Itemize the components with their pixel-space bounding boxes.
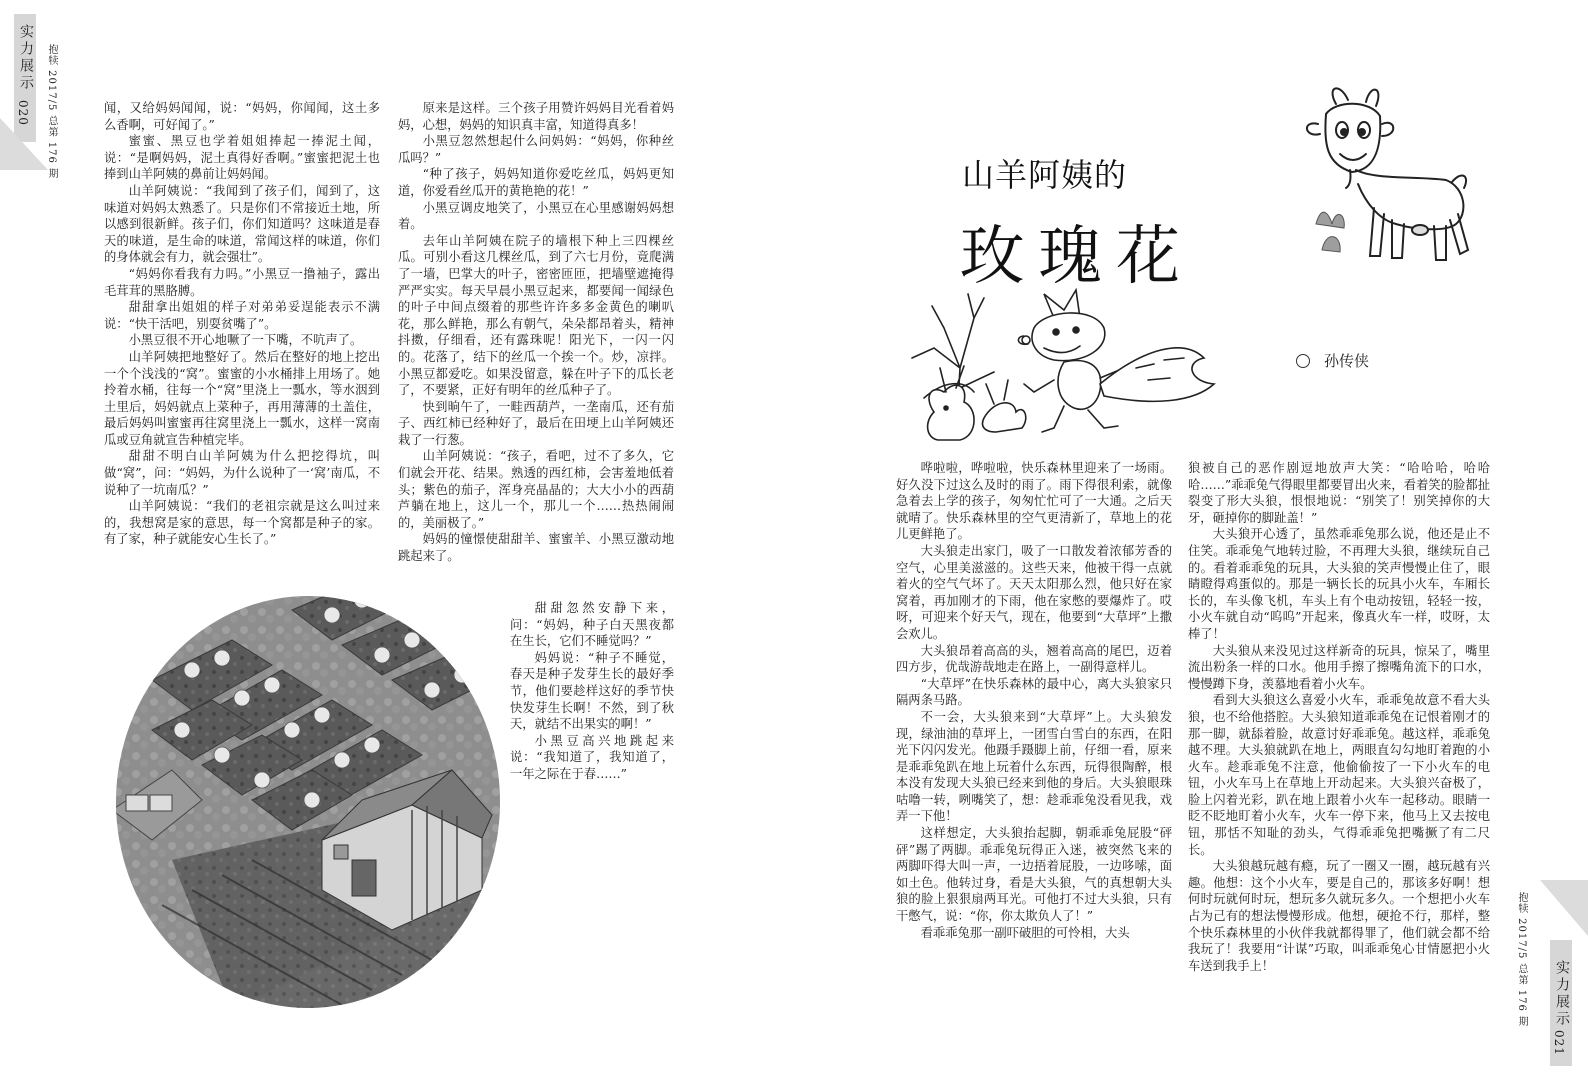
paragraph: 大头狼从来没见过这样新奇的玩具，惊呆了，嘴里流出粉条一样的口水。他用手擦了擦嘴角流下的口水，慢慢蹲下身，羡慕地看着小火车。 [1188,643,1490,691]
paragraph: “妈妈你看我有力吗。”小黑豆一撸袖子，露出毛茸茸的黑胳膊。 [104,266,380,298]
paragraph: 不一会，大头狼来到“大草坪”上。大头狼发现，绿油油的草坪上，一团雪白雪白的东西，在阳光下闪闪发光。他蹑手蹑脚上前，仔细一看，原来是乖乖兔趴在地上玩着什么东西，玩得很陶醉，根本没有发现大头狼已经来到他的身后。大头狼眼珠咕噜一转，咧嘴笑了，想：趁乖乖兔没看见我，戏弄一下他！ [896,709,1172,824]
right-page-number: 021 [1552,1030,1566,1056]
paragraph: 小黑豆调皮地笑了，小黑豆在心里感谢妈妈想着。 [398,200,674,232]
paragraph: 哗啦啦，哗啦啦，快乐森林里迎来了一场雨。好久没下过这么及时的雨了。雨下得很利索，就像急着去上学的孩子，匆匆忙忙可了一大通。之后天就晴了。快乐森林里的空气更清新了，草地上的花儿更鲜艳了。 [896,461,1172,542]
paragraph: 大头狼昂着高高的头，翘着高高的尾巴，迈着四方步，优哉游哉地走在路上，一副得意样儿。 [896,643,1172,675]
ring-icon [1296,354,1310,368]
paragraph: 山羊阿姨说：“孩子，看吧，过不了多久，它们就会开花、结果。熟透的西红柿，会害羞地低着头；紫色的茄子，浑身亮晶晶的；大大小小的西葫芦躺在地上，这儿一个，那儿一个……热热闹闹的，美丽极了。” [398,449,674,530]
left-column-2b [510,600,674,783]
paragraph: 这样想定，大头狼抬起脚，朝乖乖兔屁股“砰砰”踢了两脚。乖乖兔玩得正入迷，被突然飞来的两脚吓得大叫一声，一边捂着屁股，一边哆嗦，面如土色。他转过身，看是大头狼，气的真想朝大头狼的脸上狠狠扇两耳光。可他打不过大头狼，只有干憋气，说：“你，你太欺负人了！” [896,826,1172,924]
right-section-tab: 实力展示 [1554,960,1570,1028]
paragraph: 小黑豆忽然想起什么问妈妈：“妈妈，你种丝瓜吗？” [398,134,674,165]
paragraph: 快到晌午了，一畦西葫芦，一垄南瓜，还有茄子、西红柿已经种好了，最后在田埂上山羊阿姨还栽了一行葱。 [398,399,674,447]
paragraph: 大头狼走出家门，吸了一口散发着浓郁芳香的空气，心里美滋滋的。这些天来，他被干得一点就着火的空气气坏了。天天太阳那么烈，他只好在家窝着，再加刚才的下雨，他在家憋的要爆炸了。哎呀，可迎来个好天气，现在，他要到“大草坪”上撒会欢儿。 [896,543,1172,641]
paragraph: 小黑豆很不开心地噘了一下嘴，不吭声了。 [128,333,363,348]
left-section-tab: 实力展示 [18,24,34,92]
article-title-line1: 山羊阿姨的 [962,156,1128,194]
paragraph: 甜甜忽然安静下来，问：“妈妈，种子白天黑夜都在生长，它们不睡觉吗？” [510,601,674,649]
left-column-2 [398,100,674,565]
farm-illustration [112,570,512,1010]
goat-illustration [1296,84,1476,274]
paragraph: 山羊阿姨把地整好了。然后在整好的地上挖出一个个浅浅的“窝”。蜜蜜的小水桶排上用场了。她拎着水桶，往每一个“窝”里浇上一瓢水，等水洇到土里后，妈妈就点上菜种子，再用薄薄的土盖住，最后妈妈叫蜜蜜再往窝里浇上一瓢水，这样一窝南瓜或豆角就宣告种植完毕。 [104,349,380,447]
paragraph: 山羊阿姨说：“我们的老祖宗就是这么叫过来的，我想窝是家的意思，每一个窝都是种子的家。有了家，种子就能安心生长了。” [104,499,380,547]
author-name: 孙传侠 [1324,352,1370,370]
left-page-number: 020 [16,100,30,126]
right-issue-line: 抱犊 2017/5 总第 176 期 [1516,892,1527,1027]
paragraph: 看乖乖兔那一副吓破胆的可怜相，大头 [920,925,1130,940]
paragraph: 山羊阿姨说：“我闻到了孩子们，闻到了，这味道对妈妈太熟悉了。只是你们不常接近土地，所以感到很新鲜。孩子们，你们知道吗？这味道是春天的味道，是生命的味道，常闻这样的味道，你们的身体就会有力，就会强壮”。 [104,183,380,265]
paragraph: 甜甜拿出姐姐的样子对弟弟妥逞能表示不满说：“快干活吧，别耍贫嘴了”。 [104,300,380,331]
paragraph: 大头狼开心透了，虽然乖乖兔那么说，他还是止不住笑。乖乖兔气地转过脸，不再理大头狼，继续玩自己的。看着乖乖兔的玩具，大头狼的笑声慢慢止住了，眼睛瞪得鸡蛋似的。那是一辆长长的玩具小火车，车厢长长的，车头像飞机，车头上有个电动按钮，轻轻一按，小火车就自动“呜呜”开起来，像真火车一样，哎呀，太棒了！ [1188,527,1490,641]
paragraph: 狼被自己的恶作剧逗地放声大笑：“哈哈哈，哈哈哈……”乖乖兔气得眼里都要冒出火来，看着笑的脸都扯裂变了形大头狼，恨恨地说：“别笑了！别笑掉你的大牙，砸掉你的脚趾盖！” [1188,461,1490,525]
paragraph: 蜜蜜、黑豆也学着姐姐捧起一捧泥土闻，说：“是啊妈妈，泥土真得好香啊。”蜜蜜把泥土也捧到山羊阿姨的鼻前让妈妈闻。 [104,134,380,182]
left-column-1 [104,100,380,548]
right-column-2 [1188,460,1490,974]
paragraph: 原来是这样。三个孩子用赞许妈妈目光看着妈妈，心想，妈妈的知识真丰富，知道得真多！ [398,101,674,132]
paragraph: 妈妈说：“种子不睡觉，春天是种子发芽生长的最好季节，他们要趁样这好的季节快快发芽生长啊！不然，到了秋天，就结不出果实的啊！” [510,650,674,732]
paragraph: 去年山羊阿姨在院子的墙根下种上三四棵丝瓜。可别小看这几棵丝瓜，到了六七月份，竟爬满了一墙，巴掌大的叶子，密密匝匝，把墙壁遮掩得严严实实。每天早晨小黑豆起来，都要闻一闻绿色的叶子中间点缀着的那些许许多多金黄色的喇叭花，那么鲜艳，那么有朝气，朵朵都昂着头，精神抖擞，仔细看，还有露珠呢！阳光下，一闪一闪的。花落了，结下的丝瓜一个挨一个。炒，凉拌。小黑豆都爱吃。如果没留意，躲在叶子下的瓜长老了，不要紧，正好有明年的丝瓜种子了。 [398,233,674,398]
paragraph: 闻，又给妈妈闻闻，说：“妈妈，你闻闻，这土多么香啊，可好闻了。” [104,101,380,132]
paragraph: 甜甜不明白山羊阿姨为什么把挖得坑，叫做“窝”，问：“妈妈，为什么说种了一‘窝’南瓜，不说种了一坑南瓜？” [104,449,380,497]
fox-rabbit-illustration [904,288,1264,460]
paragraph: “大草坪”在快乐森林的最中心，离大头狼家只隔两条马路。 [896,676,1172,708]
paragraph: 大头狼越玩越有瘾，玩了一圈又一圈，越玩越有兴趣。他想：这个小火车，要是自己的，那该多好啊！想何时玩就何时玩，想玩多久就玩多久。一个想把小火车占为己有的想法慢慢形成。他想，硬抢不行，那样，整个快乐森林里的小伙伴我就都得罪了，他们就会都不给我玩了！我要用“计谋”巧取，叫乖乖兔心甘情愿把小火车送到我手上！ [1188,859,1490,973]
paragraph: 看到大头狼这么喜爱小火车，乖乖兔故意不看大头狼，也不给他搭腔。大头狼知道乖乖兔在记恨着刚才的那一脚，就舔着脸，故意讨好乖乖兔。越这样，乖乖兔越不理。大头狼就趴在地上，两眼直勾勾地盯着跑的小火车。趁乖乖兔不注意，他偷偷按了一下小火车的电钮，小火车马上在草地上开动起来。大头狼兴奋极了，脸上闪着光彩，趴在地上跟着小火车一起移动。眼睛一眨不眨地盯着小火车，火车一停下来，他马上又去按电钮，那恬不知耻的劲头，气得乖乖兔把嘴撅了有二尺长。 [1188,693,1490,857]
author-byline [1296,350,1369,371]
left-issue-line: 抱犊 2017/5 总第 176 期 [46,44,57,179]
article-title-line2: 玫瑰花 [960,220,1194,294]
right-column-1 [896,460,1172,941]
paragraph: 小黑豆高兴地跳起来说：“我知道了，我知道了，一年之际在于春……” [510,733,674,781]
paragraph: 妈妈的憧憬使甜甜羊、蜜蜜羊、小黑豆激动地跳起来了。 [398,532,674,564]
paragraph: “种了孩子，妈妈知道你爱吃丝瓜，妈妈更知道，你爱看丝瓜开的黄艳艳的花！” [398,167,674,198]
